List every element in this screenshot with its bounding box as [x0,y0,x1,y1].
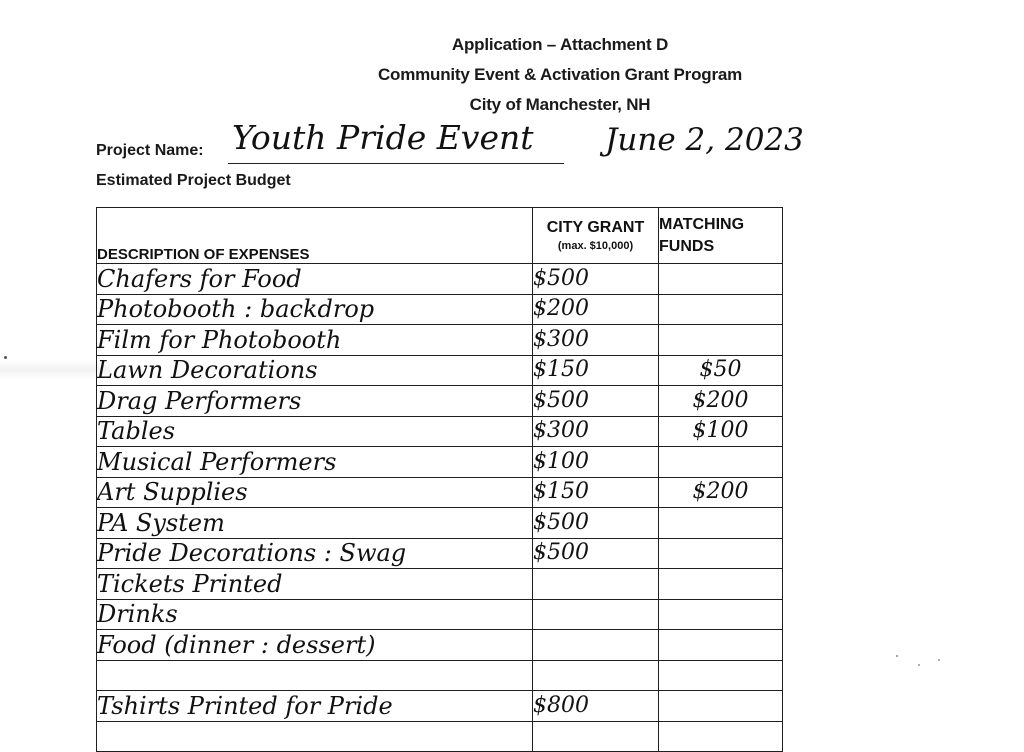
city-grant-amount [533,569,659,600]
expense-description: Photobooth : backdrop [97,294,533,325]
table-row [97,569,783,600]
expense-description: Food (dinner : dessert) [97,630,533,661]
city-grant-amount: $500 [533,264,659,295]
budget-table [96,207,783,752]
paper-speck [4,356,7,359]
city-grant-amount: $500 [533,386,659,417]
table-row [97,386,783,417]
table-row [97,264,783,295]
matching-funds-amount: $50 [659,355,783,386]
project-name-value: Youth Pride Event [232,118,534,157]
expense-description: Musical Performers [97,447,533,478]
matching-header-line2: FUNDS [659,237,715,255]
table-row [97,416,783,447]
form-title: Application – Attachment D [451,35,669,54]
city-grant-amount: $300 [533,325,659,356]
expense-description: Tables [97,416,533,447]
paper-speck [938,659,940,661]
estimated-budget-label: Estimated Project Budget [96,172,291,189]
city-grant-max-note: (max. $10,000) [557,239,634,252]
matching-funds-amount [659,569,783,600]
matching-funds-amount [659,721,783,752]
project-date-value: June 2, 2023 [605,122,804,158]
expense-description: Tshirts Printed for Pride [97,691,533,722]
city-grant-amount: $800 [533,691,659,722]
city-grant-column-header [533,208,659,264]
matching-funds-amount [659,630,783,661]
expense-description: PA System [97,508,533,539]
table-row [97,477,783,508]
expense-description: Pride Decorations : Swag [97,538,533,569]
city-grant-amount [533,721,659,752]
table-row [97,447,783,478]
expense-description: Film for Photobooth [97,325,533,356]
expense-description: Chafers for Food [97,264,533,295]
paper-fold-shadow [0,360,110,380]
table-row [97,721,783,752]
matching-funds-amount [659,294,783,325]
expense-description: Art Supplies [97,477,533,508]
expense-description [97,660,533,691]
project-name-underline [228,163,564,164]
table-row [97,325,783,356]
table-row [97,508,783,539]
city-grant-header-text: CITY GRANT [546,218,645,236]
project-name-label: Project Name: [96,142,204,159]
matching-funds-amount: $100 [659,416,783,447]
city-grant-amount [533,660,659,691]
city-grant-amount: $500 [533,538,659,569]
city-grant-amount [533,630,659,661]
matching-funds-column-header [659,208,783,264]
table-row [97,630,783,661]
program-name: Community Event & Activation Grant Program [377,65,743,84]
city-grant-amount [533,599,659,630]
city-grant-amount: $200 [533,294,659,325]
paper-speck [918,664,920,666]
table-row [97,538,783,569]
table-row [97,294,783,325]
matching-funds-amount [659,538,783,569]
city-grant-amount: $150 [533,477,659,508]
expense-description [97,721,533,752]
matching-funds-amount [659,325,783,356]
matching-funds-amount [659,508,783,539]
expense-description: Lawn Decorations [97,355,533,386]
matching-funds-amount [659,264,783,295]
city-grant-amount: $500 [533,508,659,539]
table-row [97,660,783,691]
table-row [97,599,783,630]
matching-funds-amount [659,660,783,691]
city-grant-amount: $100 [533,447,659,478]
table-header-row [97,208,783,264]
matching-funds-amount: $200 [659,477,783,508]
table-row [97,691,783,722]
paper-speck [896,655,898,657]
city-name: City of Manchester, NH [469,95,651,114]
description-column-header: DESCRIPTION OF EXPENSES [97,208,533,264]
matching-funds-amount [659,447,783,478]
matching-funds-amount: $200 [659,386,783,417]
table-row [97,355,783,386]
expense-description: Drag Performers [97,386,533,417]
city-grant-amount: $300 [533,416,659,447]
matching-header-line1: MATCHING [659,215,745,233]
expense-description: Tickets Printed [97,569,533,600]
city-grant-amount: $150 [533,355,659,386]
matching-funds-amount [659,691,783,722]
expense-description: Drinks [97,599,533,630]
matching-funds-amount [659,599,783,630]
